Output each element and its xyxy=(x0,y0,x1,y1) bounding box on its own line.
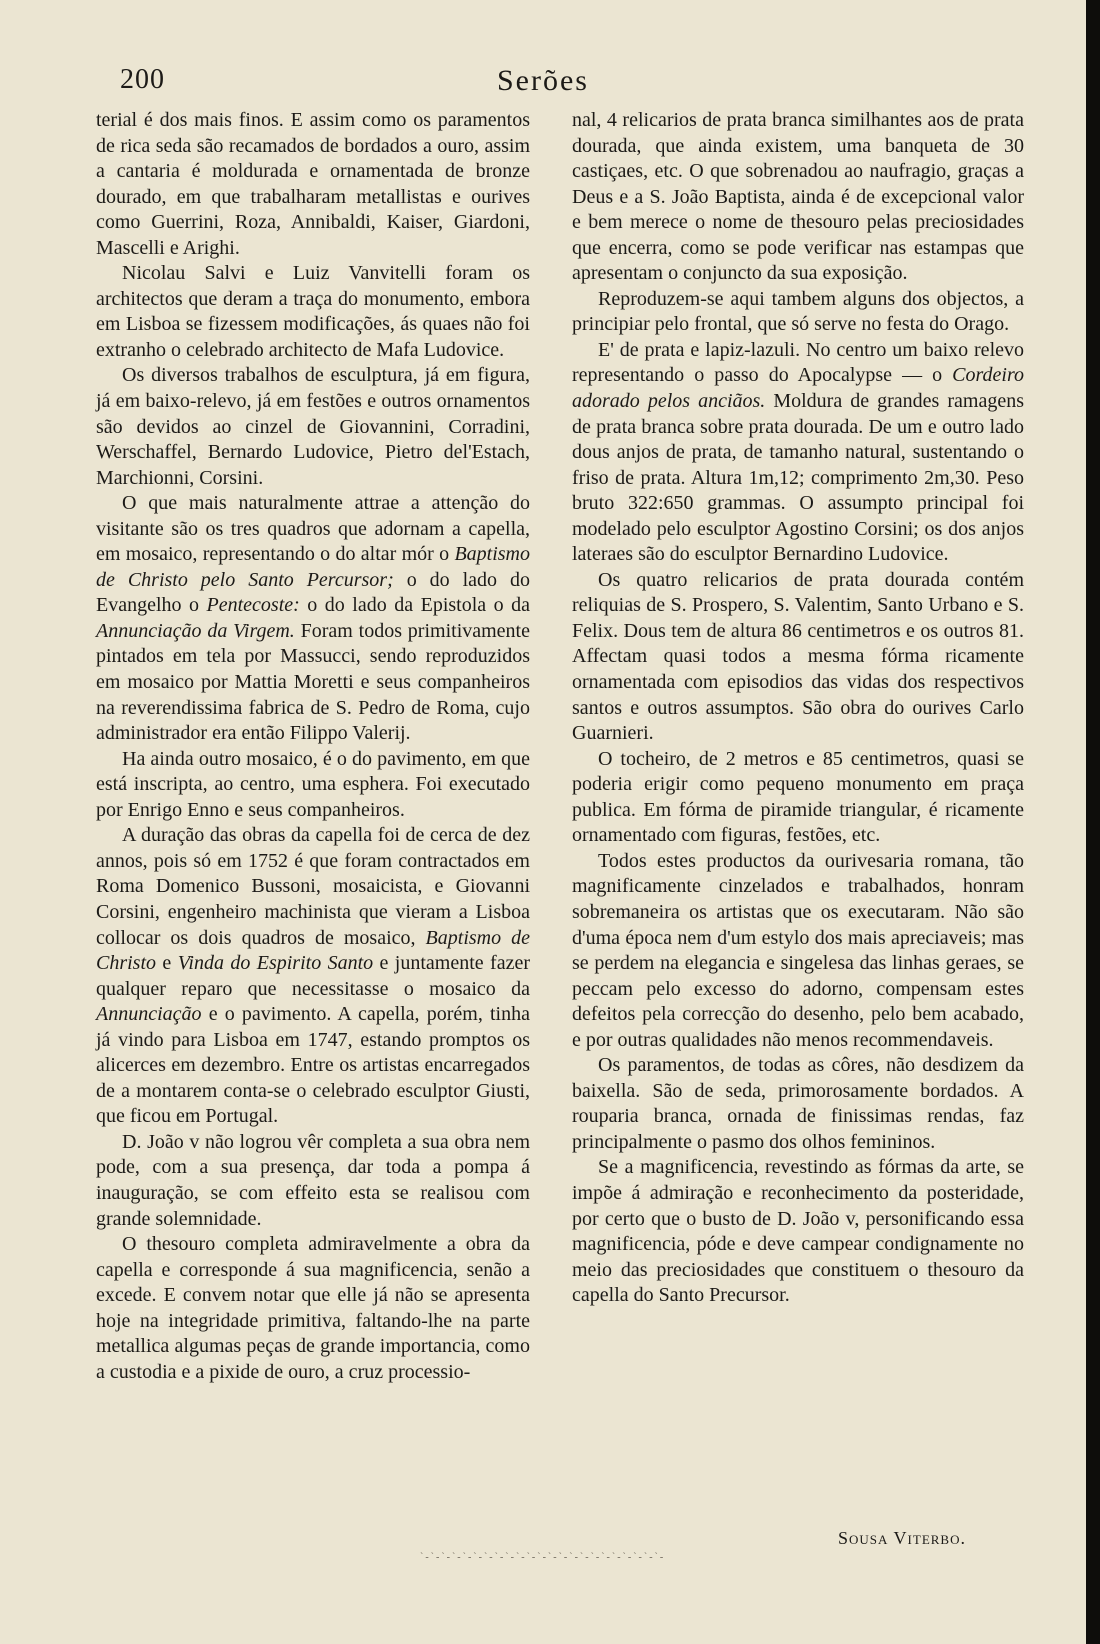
text-run: A duração das obras da capella foi de cerca de dez annos, pois só em 1752 é que foram contractados em Roma Domenico Bussoni, mosaicista, e Giovanni Corsini, engenheiro machinista que vieram a Lisboa collocar os dois quadros de mosaico, xyxy=(96,824,530,949)
paragraph xyxy=(96,747,530,824)
page-number: 200 xyxy=(120,64,165,95)
paragraph xyxy=(572,568,1024,747)
left-column xyxy=(96,108,530,1385)
text-run: O tocheiro, de 2 metros e 85 centimetros, quasi se poderia erigir como pequeno monumento em praça publica. Em fórma de piramide triangular, é ricamente ornamentado com figuras, festões, etc. xyxy=(572,747,1024,847)
text-run: E' de prata e lapiz-lazuli. No centro um baixo relevo representando o passo do Apocalypse — o xyxy=(572,338,1024,387)
text-run: Foram todos primitivamente pintados em tela por Massucci, sendo reproduzidos em mosaico por Mattia Moretti e seus companheiros na reverendissima fabrica de S. Pedro de Roma, cujo administrador era então Filippo Valerij. xyxy=(96,619,530,745)
page-header xyxy=(92,64,994,104)
text-run: o do lado da Epistola o da xyxy=(299,594,531,617)
paragraph xyxy=(572,108,1024,287)
text-run: Reproduzem-se aqui tambem alguns dos objectos, a principiar pelo frontal, que só serve no festa do Orago. xyxy=(572,287,1024,336)
text-run: Os quatro relicarios de prata dourada contém reliquias de S. Prospero, S. Valentim, Santo Urbano e S. Felix. Dous tem de altura 86 centimetros e os outros 81. Affectam quasi todos a mesma fórma ricamente ornamentada com episodios das vidas dos respectivos santos e outros assumptos. São obra do ourives Carlo Guarnieri. xyxy=(572,568,1024,745)
paragraph xyxy=(572,1155,1024,1308)
text-run: e o pavimento. A capella, porém, tinha já vindo para Lisboa em 1747, estando promptos os alicerces em dezembro. Entre os artistas encarregados de a montarem conta-se o celebrado esculptor Giusti, que ficou em Portugal. xyxy=(96,1003,530,1128)
text-run: e juntamente fazer qualquer reparo que necessitasse o mosaico da xyxy=(96,952,530,1000)
paragraph xyxy=(572,338,1024,568)
scan-edge xyxy=(1086,0,1100,1644)
page-title: Serões xyxy=(497,64,589,97)
paragraph xyxy=(572,287,1024,338)
author-signature: Sousa Viterbo. xyxy=(837,1528,966,1548)
italic-title: Baptismo de Christo pelo Santo Percursor; xyxy=(96,543,530,591)
text-run: terial é dos mais finos. E assim como os paramentos de rica seda são recamados de bordados a ouro, assim a cantaria é moldurada e ornamentada de bronze dourado, em que trabalharam metallistas e ourives como Guerrini, Roza, Annibaldi, Kaiser, Giardoni, Mascelli e Arighi. xyxy=(96,109,530,259)
paragraph xyxy=(96,108,530,261)
tailpiece-ornament: `-`-`-`-`-`-`-`-`-`-`-`-`-`-`-`-`-`-`-`-`-`-`- xyxy=(420,1552,666,1563)
paragraph xyxy=(96,363,530,491)
italic-title: Baptismo de Christo xyxy=(96,926,531,975)
italic-title: Vinda do Espirito Santo xyxy=(177,952,374,975)
paragraph xyxy=(96,1232,530,1385)
text-run: e xyxy=(156,952,178,975)
text-run: O thesouro completa admiravelmente a obra da capella e corresponde á sua magnificencia, senão a excede. E convem notar que elle já não se apresenta hoje na integridade primitiva, faltando-lhe na parte metallica algumas peças de grande importancia, como a custodia e a pixide de ouro, a cruz processio- xyxy=(96,1233,530,1383)
italic-title: Cordeiro adorado pelos anciãos. xyxy=(572,364,1024,413)
text-run: Nicolau Salvi e Luiz Vanvitelli foram os architectos que deram a traça do monumento, embora em Lisboa se fizessem modificações, ás quaes não foi extranho o celebrado architecto de Mafa Ludovice. xyxy=(96,262,530,361)
right-column xyxy=(572,108,1024,1309)
text-run: Os paramentos, de todas as côres, não desdizem da baixella. São de seda, primorosamente bordados. A rouparia branca, ornada de finissimas rendas, faz principalmente o pasmo dos olhos femininos. xyxy=(572,1054,1024,1153)
italic-title: Pentecoste: xyxy=(206,594,300,617)
text-run: D. João v não logrou vêr completa a sua obra nem pode, com a sua presença, dar toda a pompa á inauguração, se com effeito esta se realisou com grande solemnidade. xyxy=(96,1130,530,1230)
italic-title: Annunciação da Virgem. xyxy=(96,619,295,642)
text-run: nal, 4 relicarios de prata branca similhantes aos de prata dourada, que ainda existem, uma banqueta de 30 castiçaes, etc. O que sobrenadou ao naufragio, graças a Deus e a S. João Baptista, ainda é de excepcional valor e bem merece o nome de thesouro pelas preciosidades que encerra, como se pode verificar nas estampas que apresentam o conjuncto da sua exposição. xyxy=(572,109,1024,285)
paragraph xyxy=(572,849,1024,1053)
paragraph xyxy=(96,823,530,1130)
paragraph xyxy=(96,491,530,746)
paragraph xyxy=(572,747,1024,849)
paragraph xyxy=(96,1130,530,1232)
text-run: Ha ainda outro mosaico, é o do pavimento, em que está inscripta, ao centro, uma esphera. Foi executado por Enrigo Enno e seus companheiros. xyxy=(96,747,530,821)
paragraph xyxy=(572,1053,1024,1155)
text-run: Se a magnificencia, revestindo as fórmas da arte, se impõe á admiração e reconhecimento da posteridade, por certo que o busto de D. João v, personificando essa magnificencia, póde e deve campear condignamente no meio das preciosidades que constituem o thesouro da capella do Santo Precursor. xyxy=(572,1156,1024,1307)
text-run: Os diversos trabalhos de esculptura, já em figura, já em baixo-relevo, já em festões e outros ornamentos são devidos ao cinzel de Giovannini, Corradini, Werschaffel, Bernardo Ludovice, Pietro del'Estach, Marchionni, Corsini. xyxy=(96,364,530,489)
text-run: o do lado do Evangelho o xyxy=(96,568,530,617)
paragraph xyxy=(96,261,530,363)
text-run: O que mais naturalmente attrae a attenção do visitante são os tres quadros que adornam a capella, em mosaico, representando o do altar mór o xyxy=(96,492,530,566)
italic-title: Annunciação xyxy=(96,1003,202,1026)
text-run: Moldura de grandes ramagens de prata branca sobre prata dourada. De um e outro lado dous anjos de prata, de tamanho natural, sustentando o friso de prata. Altura 1m,12; comprimento 2m,30. Peso bruto 322:650 grammas. O assumpto principal foi modelado pelo esculptor Agostino Corsini; os dos anjos lateraes são do esculptor Bernardino Ludovice. xyxy=(572,390,1024,566)
text-run: Todos estes productos da ourivesaria romana, tão magnificamente cinzelados e trabalhados, honram sobremaneira os artistas que os executaram. Não são d'uma época nem d'um estylo dos mais apreciaveis; mas se perdem na elegancia e singelesa das linhas geraes, se peccam pelo excesso do adorno, compensam estes defeitos pela correcção do desenho, pelo bem acabado, e por outras qualidades não menos recommendaveis. xyxy=(572,849,1024,1051)
